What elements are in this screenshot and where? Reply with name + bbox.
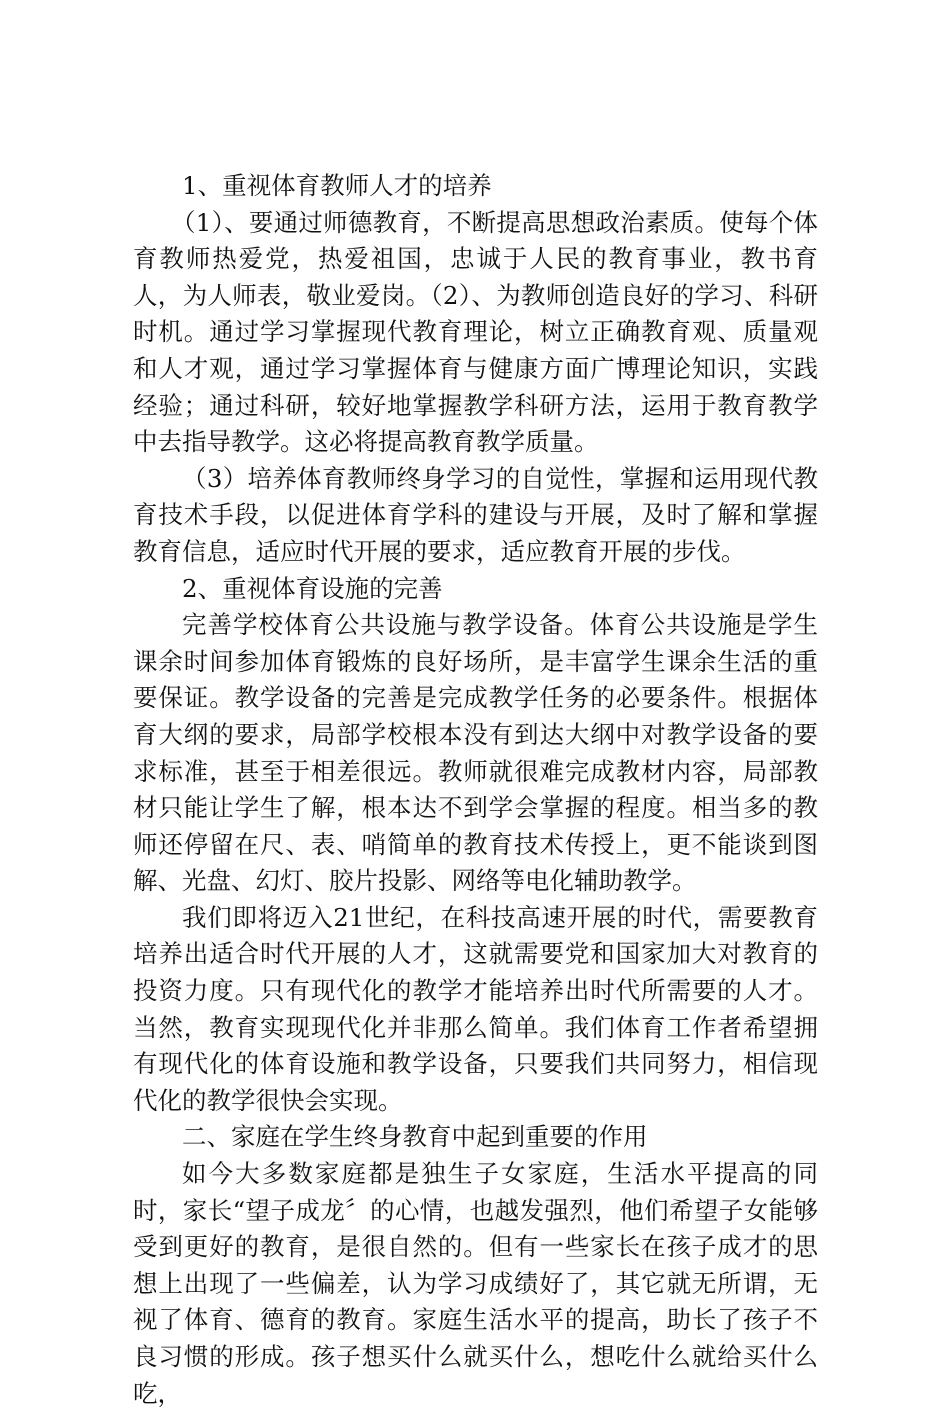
document-body	[133, 168, 818, 1412]
section-heading-family-role: 二、家庭在学生终身教育中起到重要的作用	[182, 1122, 648, 1152]
paragraph-21st-century: 我们即将迈入21世纪，在科技高速开展的时代，需要教育培养出适合时代开展的人才，这就需要党和国家加大对教育的投资力度。只有现代化的教学才能培养出时代所需要的人才。当然，教育实现现代化并非那么简单。我们体育工作者希望拥有现代化的体育设施和教学设备，只要我们共同努力，相信现代化的教学很快会实现。	[133, 902, 818, 1115]
paragraph-family: 如今大多数家庭都是独生子女家庭，生活水平提高的同时，家长“望子成龙〞的心情，也越发强烈，他们希望子女能够受到更好的教育，是很自然的。但有一些家长在孩子成才的思想上出现了一些偏差，认为学习成绩好了，其它就无所谓，无视了体育、德育的教育。家庭生活水平的提高，助长了孩子不良习惯的形成。孩子想买什么就买什么，想吃什么就给买什么吃，	[133, 1159, 818, 1408]
paragraph-moral-education: （1）、要通过师德教育，不断提高思想政治素质。使每个体育教师热爱党，热爱祖国，忠诚于人民的教育事业，教书育人，为人师表，敬业爱岗。（2）、为教师创造良好的学习、科研时机。通过学习掌握现代教育理论，树立正确教育观、质量观和人才观，通过学习掌握体育与健康方面广博理论知识，实践经验；通过科研，较好地掌握教学科研方法，运用于教育教学中去指导教学。这必将提高教育教学质量。	[133, 207, 818, 457]
paragraph-lifelong-learning: （3）培养体育教师终身学习的自觉性，掌握和运用现代教育技术手段，以促进体育学科的建设与开展，及时了解和掌握教育信息，适应时代开展的要求，适应教育开展的步伐。	[133, 463, 818, 566]
section-heading-facilities: 2、重视体育设施的完善	[182, 573, 443, 603]
section-heading-teacher-training: 1、重视体育教师人才的培养	[182, 171, 492, 200]
paragraph-facilities: 完善学校体育公共设施与教学设备。体育公共设施是学生课余时间参加体育锻炼的良好场所，是丰富学生课余生活的重要保证。教学设备的完善是完成教学任务的必要条件。根据体育大纲的要求，局部学校根本没有到达大纲中对教学设备的要求标准，甚至于相差很远。教师就很难完成教材内容，局部教材只能让学生了解，根本达不到学会掌握的程度。相当多的教师还停留在尺、表、哨简单的教育技术传授上，更不能谈到图解、光盘、幻灯、胶片投影、网络等电化辅助教学。	[133, 610, 818, 896]
